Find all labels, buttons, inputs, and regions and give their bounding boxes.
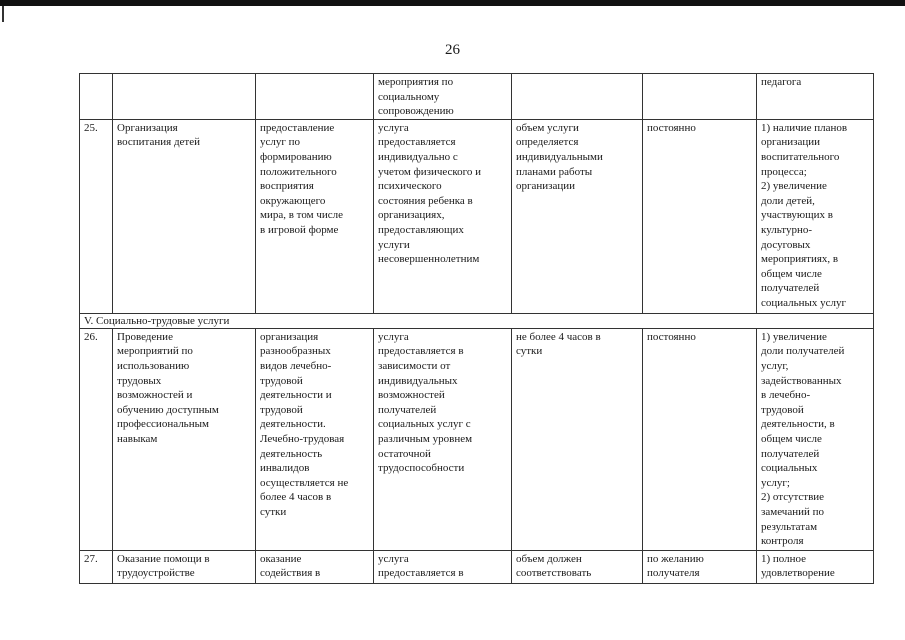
cell-term: по желанию получателя bbox=[643, 550, 757, 583]
cell-indicators: 1) полное удовлетворение bbox=[757, 550, 874, 583]
cell-num bbox=[80, 74, 113, 120]
page-number: 26 bbox=[445, 42, 460, 58]
cell-description: услуга предоставляется в зависимости от индивидуальных возможностей получателей социальных услуг с различным уровнем остаточной трудоспособности bbox=[374, 328, 512, 550]
cell-num: 25. bbox=[80, 119, 113, 313]
cell-num: 26. bbox=[80, 328, 113, 550]
table-row-25 bbox=[80, 119, 874, 313]
cell-description: мероприятия по социальному сопровождению bbox=[374, 74, 512, 120]
cell-content: оказание содействия в bbox=[256, 550, 374, 583]
cell-volume bbox=[512, 74, 643, 120]
table-row-27 bbox=[80, 550, 874, 583]
cell-name bbox=[113, 74, 256, 120]
cell-term bbox=[643, 74, 757, 120]
cell-indicators: 1) наличие планов организации воспитательного процесса; 2) увеличение доли детей, участвующих в культурно- досуговых мероприятиях, в общем числе получателей социальных услуг bbox=[757, 119, 874, 313]
scan-top-edge bbox=[0, 0, 905, 6]
cell-num: 27. bbox=[80, 550, 113, 583]
cell-term: постоянно bbox=[643, 328, 757, 550]
cell-content: предоставление услуг по формированию положительного восприятия окружающего мира, в том числе в игровой форме bbox=[256, 119, 374, 313]
section-heading: V. Социально-трудовые услуги bbox=[80, 313, 874, 328]
cell-description: услуга предоставляется индивидуально с учетом физического и психического состояния ребенка в организациях, предоставляющих услуги несовершеннолетним bbox=[374, 119, 512, 313]
section-row bbox=[80, 313, 874, 328]
cell-indicators: 1) увеличение доли получателей услуг, задействованных в лечебно- трудовой деятельности, в общем числе получателей социальных услуг; 2) отсутствие замечаний по результатам контроля bbox=[757, 328, 874, 550]
scan-left-mark bbox=[2, 6, 4, 22]
cell-name: Организация воспитания детей bbox=[113, 119, 256, 313]
cell-volume: не более 4 часов в сутки bbox=[512, 328, 643, 550]
cell-volume: объем должен соответствовать bbox=[512, 550, 643, 583]
cell-name: Оказание помощи в трудоустройстве bbox=[113, 550, 256, 583]
cell-content bbox=[256, 74, 374, 120]
services-table bbox=[79, 73, 874, 584]
cell-term: постоянно bbox=[643, 119, 757, 313]
table-row-continuation bbox=[80, 74, 874, 120]
cell-indicators: педагога bbox=[757, 74, 874, 120]
cell-description: услуга предоставляется в bbox=[374, 550, 512, 583]
cell-volume: объем услуги определяется индивидуальными планами работы организации bbox=[512, 119, 643, 313]
cell-name: Проведение мероприятий по использованию трудовых возможностей и обучению доступным профессиональным навыкам bbox=[113, 328, 256, 550]
cell-content: организация разнообразных видов лечебно- трудовой деятельности и трудовой деятельности. Лечебно-трудовая деятельность инвалидов осуществляется не более 4 часов в сутки bbox=[256, 328, 374, 550]
table-row-26 bbox=[80, 328, 874, 550]
